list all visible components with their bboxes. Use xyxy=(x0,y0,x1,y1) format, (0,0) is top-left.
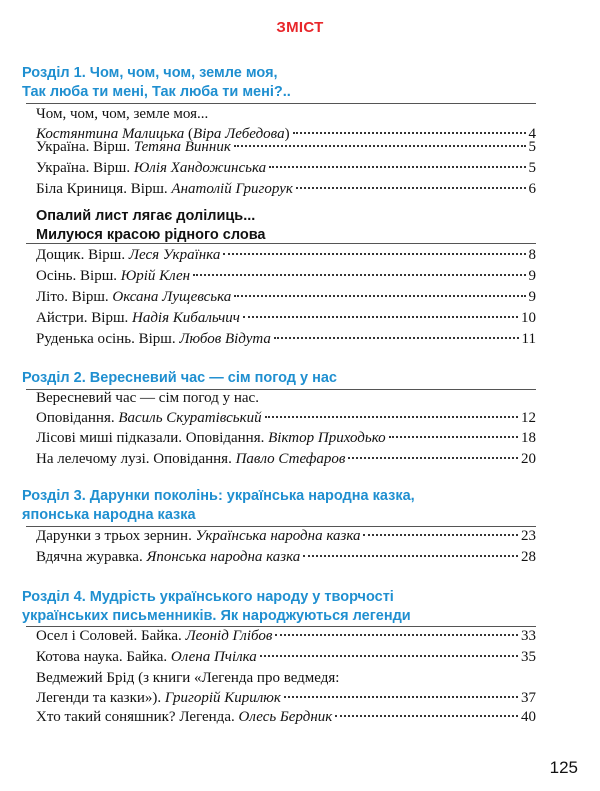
toc-entry[interactable] xyxy=(36,329,536,349)
entry-extra-author: Віра Лебедова xyxy=(193,126,285,142)
entry-author: Анатолій Григорук xyxy=(171,181,293,197)
dot-leader xyxy=(193,274,525,276)
subsection-heading[interactable] xyxy=(36,207,556,245)
entry-title: Вдячна журавка. xyxy=(36,549,147,565)
dot-leader xyxy=(243,316,518,318)
entry-author: Григорій Кирилюк xyxy=(164,690,281,706)
entry-page: 5 xyxy=(528,139,536,155)
dot-leader xyxy=(260,655,518,657)
entry-author: Любов Відута xyxy=(179,331,271,347)
entry-page: 8 xyxy=(528,247,536,263)
entry-title: Дощик. Вірш. xyxy=(36,247,129,263)
entry-author: Павло Стефаров xyxy=(235,451,346,467)
entry-title: Котова наука. Байка. xyxy=(36,649,171,665)
toc-entry[interactable] xyxy=(36,158,536,178)
entry-title: Україна. Вірш. xyxy=(36,139,134,155)
entry-extra-end: ) xyxy=(284,126,290,142)
entry-page: 5 xyxy=(528,160,536,176)
entry-extra: ( xyxy=(184,126,194,142)
page-number: 125 xyxy=(549,758,578,777)
entry-author: Тетяна Винник xyxy=(133,139,231,155)
entry-author: Леонід Глібов xyxy=(185,628,273,644)
entry-title: Україна. Вірш. xyxy=(36,160,134,176)
entry-author: Василь Скуратівський xyxy=(118,410,262,426)
entry-title: Легенди та казки»). xyxy=(36,690,165,706)
entry-author: Олена Пчілка xyxy=(170,649,257,665)
entry-title: Осел і Соловей. Байка. xyxy=(36,628,186,644)
dot-leader xyxy=(293,132,526,134)
toc-entry[interactable] xyxy=(36,388,536,428)
subsection-heading-line2: Милуюся красою рідного слова xyxy=(36,227,266,243)
entry-page: 9 xyxy=(528,268,536,284)
section-2-heading[interactable] xyxy=(22,369,562,388)
section-3-heading-line1: Розділ 3. Дарунки поколінь: українська народна казка, xyxy=(22,488,415,504)
toc-entry[interactable] xyxy=(36,449,536,469)
entry-author: Костянтина Малицька xyxy=(36,126,185,142)
toc-entry[interactable] xyxy=(36,707,536,727)
section-divider xyxy=(26,243,536,244)
dot-leader xyxy=(274,337,519,339)
section-1-heading-line1: Розділ 1. Чом, чом, чом, земле моя, xyxy=(22,65,278,81)
toc-entry[interactable] xyxy=(36,547,536,567)
toc-entry[interactable] xyxy=(36,308,536,328)
entry-page: 9 xyxy=(528,289,536,305)
dot-leader xyxy=(223,253,525,255)
dot-leader xyxy=(335,715,518,717)
entry-page: 40 xyxy=(521,709,536,725)
entry-title-line1: Чом, чом, чом, земле моя... xyxy=(36,106,209,122)
entry-title: Дарунки з трьох зернин. xyxy=(36,528,196,544)
entry-title: Оповідання. xyxy=(36,410,119,426)
dot-leader xyxy=(234,295,525,297)
entry-author: Олесь Бердник xyxy=(238,709,333,725)
toc-entry[interactable] xyxy=(36,266,536,286)
page-title: ЗМІСТ xyxy=(276,19,324,36)
toc-entry[interactable] xyxy=(36,526,536,546)
entry-page: 10 xyxy=(521,310,536,326)
entry-author: Надія Кибальчич xyxy=(132,310,240,326)
entry-title: Лісові миші підказали. Оповідання. xyxy=(36,430,269,446)
entry-author: Оксана Лущевська xyxy=(112,289,232,305)
entry-title-line1: Вересневий час — сім погод у нас. xyxy=(36,390,259,406)
entry-page: 4 xyxy=(528,126,536,142)
entry-title: Біла Криниця. Вірш. xyxy=(36,181,172,197)
entry-author: Українська народна казка xyxy=(195,528,361,544)
entry-title-line1: Ведмежий Брід (з книги «Легенда про ведмедя: xyxy=(36,670,340,686)
entry-title: Літо. Вірш. xyxy=(36,289,113,305)
subsection-heading-line1: Опалий лист лягає долілиць... xyxy=(36,208,256,224)
toc-entry[interactable] xyxy=(36,647,536,667)
toc-entry[interactable] xyxy=(36,428,536,448)
entry-author: Японська народна казка xyxy=(146,549,301,565)
entry-page: 12 xyxy=(521,410,536,426)
entry-title: Осінь. Вірш. xyxy=(36,268,121,284)
section-3-heading-line2: японська народна казка xyxy=(22,507,196,523)
toc-entry[interactable] xyxy=(36,287,536,307)
entry-author: Юрій Клен xyxy=(120,268,191,284)
section-1-heading[interactable] xyxy=(22,64,562,102)
section-1-heading-line2: Так люба ти мені, Так люба ти мені?.. xyxy=(22,84,291,100)
dot-leader xyxy=(234,145,526,147)
entry-page: 11 xyxy=(521,331,536,347)
entry-author: Леся Українка xyxy=(128,247,221,263)
entry-page: 37 xyxy=(521,690,536,706)
toc-entry[interactable] xyxy=(36,668,536,708)
toc-entry[interactable] xyxy=(36,626,536,646)
dot-leader xyxy=(296,187,526,189)
entry-page: 35 xyxy=(521,649,536,665)
entry-page: 33 xyxy=(521,628,536,644)
entry-page: 28 xyxy=(521,549,536,565)
dot-leader xyxy=(284,696,518,698)
entry-page: 6 xyxy=(528,181,536,197)
dot-leader xyxy=(265,416,518,418)
entry-page: 23 xyxy=(521,528,536,544)
entry-author: Віктор Приходько xyxy=(268,430,386,446)
toc-entry[interactable] xyxy=(36,137,536,157)
dot-leader xyxy=(389,436,518,438)
section-3-heading[interactable] xyxy=(22,487,562,525)
section-4-heading[interactable] xyxy=(22,588,562,626)
entry-title: Руденька осінь. Вірш. xyxy=(36,331,180,347)
entry-title: Хто такий соняшник? Легенда. xyxy=(36,709,239,725)
dot-leader xyxy=(269,166,525,168)
section-2-heading-line1: Розділ 2. Вересневий час — сім погод у нас xyxy=(22,370,337,386)
toc-entry[interactable] xyxy=(36,179,536,199)
dot-leader xyxy=(348,457,518,459)
entry-title: Айстри. Вірш. xyxy=(36,310,133,326)
section-4-heading-line2: українських письменників. Як народжуються легенди xyxy=(22,608,411,624)
dot-leader xyxy=(275,634,518,636)
dot-leader xyxy=(303,555,518,557)
entry-title: На лелечому лузі. Оповідання. xyxy=(36,451,236,467)
dot-leader xyxy=(363,534,518,536)
entry-page: 20 xyxy=(521,451,536,467)
entry-author: Юлія Хандожинська xyxy=(133,160,267,176)
toc-entry[interactable] xyxy=(36,245,536,265)
section-4-heading-line1: Розділ 4. Мудрість українського народу у творчості xyxy=(22,589,394,605)
entry-page: 18 xyxy=(521,430,536,446)
